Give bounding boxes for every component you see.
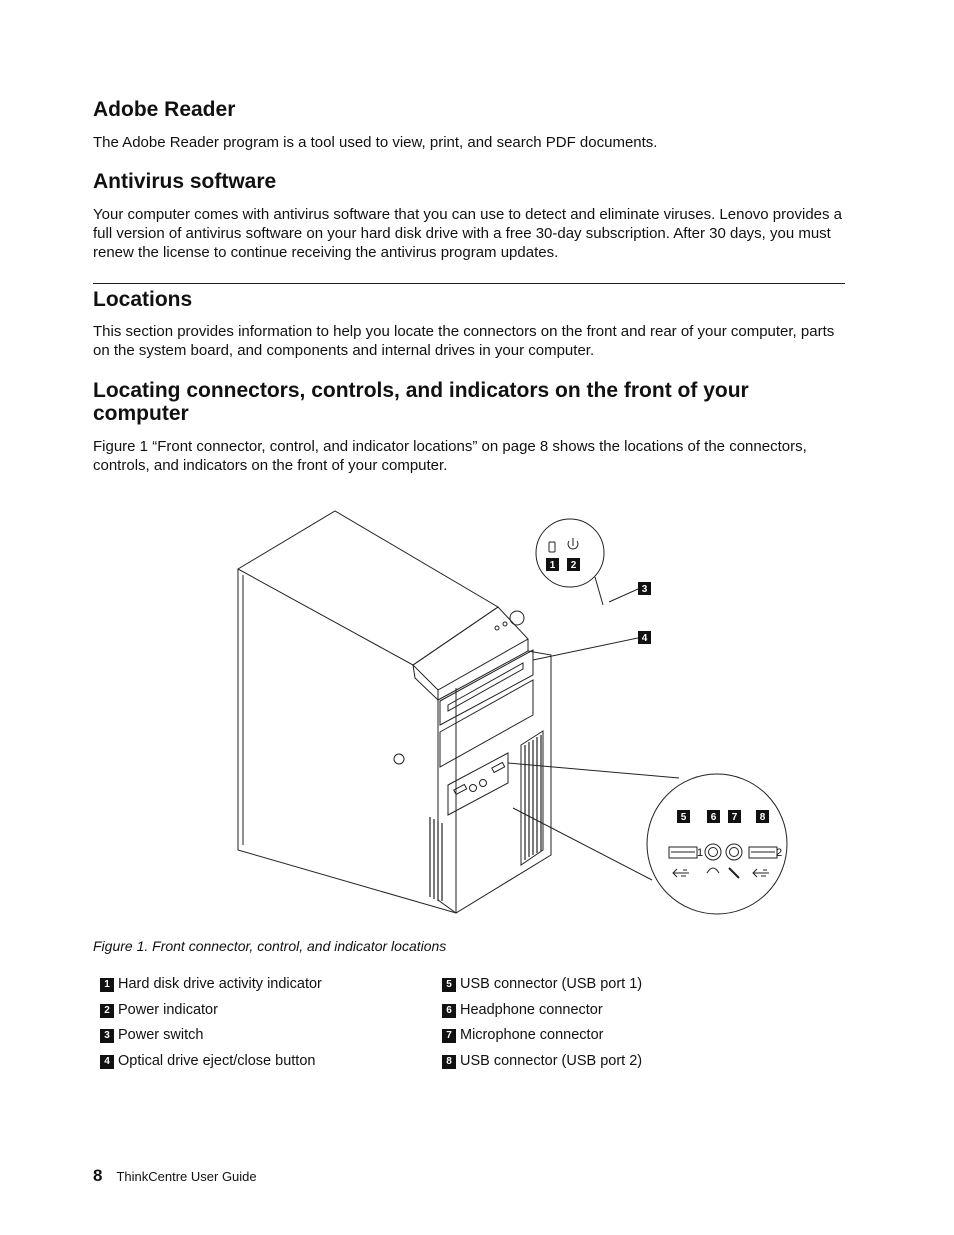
callout-5-label: 5 [680,812,687,823]
callout-6 [707,810,720,823]
legend-item [442,1001,603,1019]
legend-label: Hard disk drive activity indicator [118,976,322,992]
legend-badge: 5 [442,978,456,992]
callout-3-label: 3 [641,584,648,595]
legend-item [100,1001,218,1019]
legend-badge: 6 [442,1004,456,1018]
legend-item [100,975,322,993]
legend-badge: 3 [100,1029,114,1043]
paragraph-antivirus: Your computer comes with antivirus software that you can use to detect and eliminate viruses. Lenovo provides a full version of antivirus software on your hard disk drive with a free 30-day subscription. After 30 days, you must renew the license to continue receiving the antivirus program updates. [93,206,843,261]
usb-port-1-number: 1 [696,847,704,859]
heading-adobe-reader: Adobe Reader [93,98,236,121]
callout-2 [567,558,580,571]
callout-4-label: 4 [641,633,648,644]
callout-8-label: 8 [759,812,766,823]
page-footer [93,1166,257,1186]
legend-badge: 1 [100,978,114,992]
computer-front-figure [233,505,793,920]
figure-caption: Figure 1. Front connector, control, and indicator locations [93,938,447,954]
legend-label: Microphone connector [460,1027,604,1043]
callout-8 [756,810,769,823]
callout-7-label: 7 [731,812,738,823]
heading-locations: Locations [93,288,193,311]
legend-badge: 7 [442,1029,456,1043]
section-divider [93,283,845,284]
legend-label: Optical drive eject/close button [118,1053,316,1069]
callout-7 [728,810,741,823]
legend-label: Headphone connector [460,1002,603,1018]
legend-label: Power switch [118,1027,204,1043]
legend-item [100,1052,315,1070]
callout-3 [638,582,651,595]
callout-2-label: 2 [570,560,577,571]
legend-item [442,975,642,993]
usb-port-2-number: 2 [775,847,783,859]
legend-badge: 8 [442,1055,456,1069]
legend-item [442,1026,603,1044]
legend-label: Power indicator [118,1002,218,1018]
heading-antivirus: Antivirus software [93,170,277,193]
legend-label: USB connector (USB port 2) [460,1053,643,1069]
legend-badge: 4 [100,1055,114,1069]
callout-5 [677,810,690,823]
paragraph-front-locations: Figure 1 “Front connector, control, and indicator locations” on page 8 shows the locations of the connectors, controls, and indicators on the front of your computer. [93,438,807,474]
page-number: 8 [93,1166,103,1185]
heading-front-locations: Locating connectors, controls, and indicators on the front of your computer [93,379,749,425]
callout-4 [638,631,651,644]
paragraph-adobe-reader: The Adobe Reader program is a tool used to view, print, and search PDF documents. [93,134,658,151]
legend-item [442,1052,642,1070]
footer-title: ThinkCentre User Guide [116,1169,257,1184]
legend-label: USB connector (USB port 1) [460,976,643,992]
callout-6-label: 6 [710,812,717,823]
paragraph-locations: This section provides information to help you locate the connectors on the front and rear of your computer, parts on the system board, and components and internal drives in your computer. [93,323,835,359]
callout-1 [546,558,559,571]
legend-item [100,1026,203,1044]
callout-1-label: 1 [549,560,556,571]
legend-badge: 2 [100,1004,114,1018]
